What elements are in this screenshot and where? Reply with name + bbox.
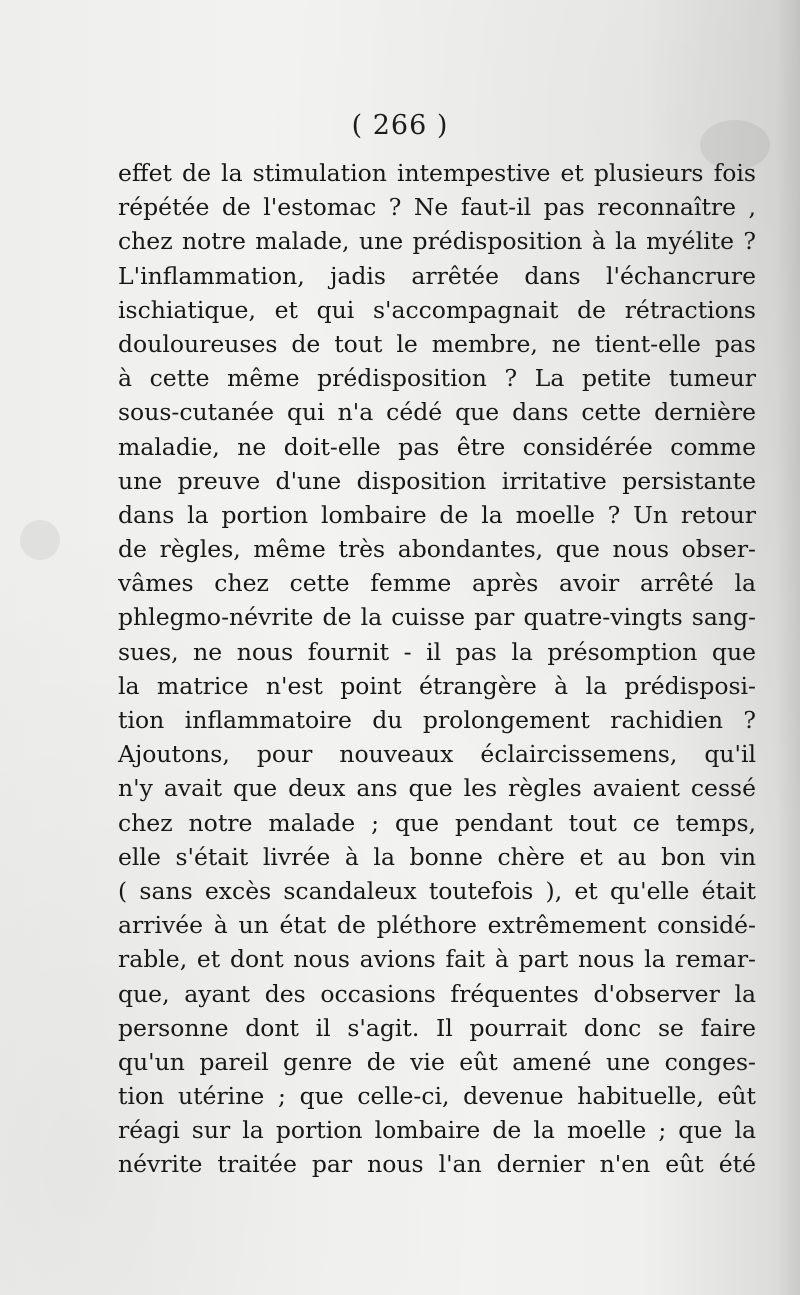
text-line: chez notre malade ; que pendant tout ce temps, bbox=[118, 808, 756, 837]
text-line: sues, ne nous fournit - il pas la présomption que bbox=[118, 637, 756, 666]
text-line: L'inflammation, jadis arrêtée dans l'échancrure bbox=[118, 261, 756, 290]
text-line: que, ayant des occasions fréquentes d'observer la bbox=[118, 979, 756, 1008]
text-line: phlegmo-névrite de la cuisse par quatre-vingts sang- bbox=[118, 603, 756, 632]
text-line: une preuve d'une disposition irritative persistante bbox=[118, 466, 756, 495]
text-line: vâmes chez cette femme après avoir arrêté la bbox=[118, 569, 756, 598]
text-line: personne dont il s'agit. Il pourrait donc se faire bbox=[118, 1013, 756, 1042]
text-line: qu'un pareil genre de vie eût amené une conges- bbox=[118, 1047, 756, 1076]
text-line: à cette même prédisposition ? La petite tumeur bbox=[118, 364, 756, 393]
text-line: ischiatique, et qui s'accompagnait de rétractions bbox=[118, 295, 756, 324]
text-line: maladie, ne doit-elle pas être considérée comme bbox=[118, 432, 756, 461]
text-line: arrivée à un état de pléthore extrêmement considé- bbox=[118, 911, 756, 940]
body-text bbox=[118, 156, 756, 1182]
text-line: répétée de l'estomac ? Ne faut-il pas reconnaître , bbox=[118, 193, 756, 222]
text-line: ( sans excès scandaleux toutefois ), et qu'elle était bbox=[118, 876, 756, 905]
text-line: tion inflammatoire du prolongement rachidien ? bbox=[118, 706, 756, 734]
text-line: rable, et dont nous avions fait à part nous la remar- bbox=[118, 945, 756, 974]
text-line: effet de la stimulation intempestive et plusieurs fois bbox=[118, 159, 756, 187]
text-line: de règles, même très abondantes, que nous obser- bbox=[118, 535, 756, 564]
text-line: réagi sur la portion lombaire de la moelle ; que la bbox=[118, 1116, 756, 1145]
text-line: Ajoutons, pour nouveaux éclaircissemens, qu'il bbox=[118, 740, 756, 769]
text-line: dans la portion lombaire de la moelle ? Un retour bbox=[118, 500, 756, 529]
text-line: elle s'était livrée à la bonne chère et au bon vin bbox=[118, 842, 756, 871]
text-line: la matrice n'est point étrangère à la prédisposi- bbox=[118, 671, 756, 700]
page-number: ( 266 ) bbox=[351, 110, 449, 141]
text-line: douloureuses de tout le membre, ne tient-elle pas bbox=[118, 329, 756, 358]
text-line: n'y avait que deux ans que les règles avaient cessé bbox=[118, 774, 756, 803]
text-line: tion utérine ; que celle-ci, devenue habituelle, eût bbox=[118, 1082, 756, 1111]
paper-stain bbox=[20, 520, 60, 560]
text-line: névrite traitée par nous l'an dernier n'en eût été bbox=[118, 1150, 756, 1179]
text-line: chez notre malade, une prédisposition à la myélite ? bbox=[118, 227, 756, 256]
text-line: sous-cutanée qui n'a cédé que dans cette dernière bbox=[118, 398, 756, 427]
